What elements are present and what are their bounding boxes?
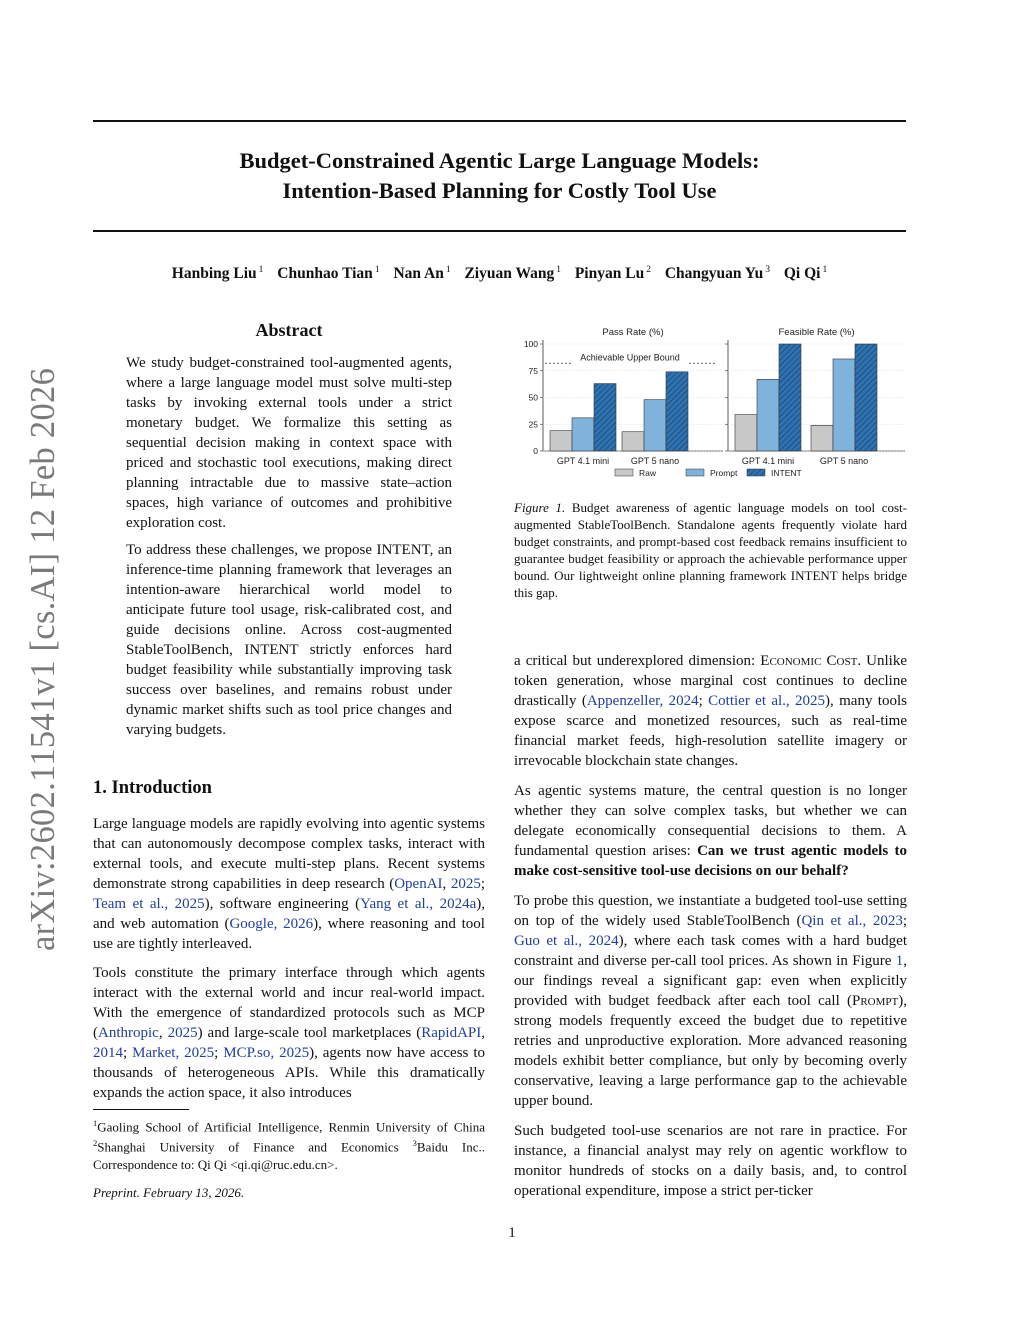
legend-swatch-raw	[615, 469, 633, 476]
right-paragraph-4: Such budgeted tool-use scenarios are not rare in practice. For instance, a financial analyst may rely on agentic workflow to monitor hundreds of stocks on a daily basis, and, to control operational expenditure, impose a strict per-ticker	[514, 1123, 907, 1199]
citation-link[interactable]: RapidAPI	[421, 1025, 482, 1041]
y-tick-label: 25	[528, 419, 538, 430]
figure-1-caption: Figure 1. Budget awareness of agentic language models on tool cost-augmented StableToolBench. Standalone agents frequently violate hard budget constraints, and prompt-based cost feedback remains insufficient to guarantee budget feasibility or approach the achievable performance upper bound. Our lightweight online planning framework INTENT helps bridge this gap.	[514, 500, 907, 600]
title-rule-top	[93, 120, 906, 122]
right-paragraph-1: a critical but underexplored dimension: Economic Cost. Unlike token generation, whose marginal cost continues to decline drastically (Appenzeller, 2024; Cottier et al., 2025), many tools expose scarce and monetized resources, such as real-time financial market feeds, high-resolution satellite imagery or irrevocable blockchain state changes.	[514, 653, 907, 769]
author: Changyuan Yu $^3$	[664, 265, 770, 282]
citation-link[interactable]: Team et al., 2025	[93, 896, 205, 912]
bar-prompt	[572, 418, 594, 451]
author-list	[93, 265, 906, 283]
citation-link[interactable]: 2025	[167, 1025, 198, 1041]
right-paragraph-3: To probe this question, we instantiate a budgeted tool-use setting on top of the widely used StableToolBench (Qin et al., 2023; Guo et al., 2024), where each task comes with a hard budget constraint and diverse per-call tool prices. As shown in Figure 1, our findings reveal a significant gap: even when explicitly provided with budget feedback after each tool call (Prompt), strong models frequently exceed the budget due to repetitive retries and unproductive exploration. More advanced reasoning models exhibit better compliance, but only by becoming overly conservative, leaving a large performance gap to the achievable upper bound.	[514, 893, 908, 1109]
feasible-rate-plot	[725, 327, 905, 466]
x-tick-label: GPT 4.1 mini	[741, 456, 795, 466]
bar-raw	[622, 432, 644, 451]
citation-link[interactable]: Guo et al., 2024	[514, 933, 619, 949]
section-heading-introduction: 1. Introduction	[93, 778, 212, 798]
bar-intent	[594, 384, 616, 451]
citation-link[interactable]: 2025	[450, 876, 481, 892]
bar-prompt	[644, 400, 666, 451]
intro-paragraph-2: Tools constitute the primary interface through which agents interact with the external world and incur real-world impact. With the emergence of standardized protocols such as MCP (Anthropic, 2025) and large-scale tool marketplaces (RapidAPI, 2014; Market, 2025; MCP.so, 2025), agents now have access to thousands of heterogeneous APIs. While this dramatically expands the action space, it also introduces	[93, 965, 486, 1101]
right-paragraph-2: As agentic systems mature, the central question is no longer whether they can solve complex tasks, but whether we can delegate economically consequential decisions to them. A fundamental question arises: Can we trust agentic models to make cost-sensitive tool-use decisions on our behalf?	[514, 783, 908, 879]
legend-label: INTENT	[771, 468, 802, 478]
figure-1-chart	[514, 320, 907, 485]
citation-link[interactable]: Google, 2026	[229, 916, 314, 932]
page-number: 1	[508, 1225, 516, 1241]
bar-intent	[666, 372, 688, 451]
paper-title-line-1: Budget-Constrained Agentic Large Language Models:	[239, 148, 760, 173]
abstract-paragraph-2: To address these challenges, we propose INTENT, an inference-time planning framework that leverages an intention-aware hierarchical world model to anticipate future tool usage, risk-calibrated cost, and guide decisions online. Across cost-augmented StableToolBench, INTENT strictly enforces hard budget feasibility while substantially improving task success over baselines, and remains robust under dynamic market shifts such as tool price changes and varying budgets.	[126, 542, 452, 738]
citation-link[interactable]: Cottier et al., 2025	[708, 693, 826, 709]
citation-link[interactable]: Market, 2025	[132, 1045, 215, 1061]
author: Ziyuan Wang $^1$	[464, 265, 561, 282]
citation-link[interactable]: Appenzeller, 2024	[586, 693, 699, 709]
legend-label: Prompt	[710, 468, 738, 478]
figure-reference-link[interactable]: 1	[895, 953, 904, 969]
y-tick-label: 50	[528, 392, 538, 403]
arxiv-identifier: arXiv:2602.11541v1 [cs.AI] 12 Feb 2026	[24, 367, 62, 951]
legend-swatch-prompt	[686, 469, 704, 476]
y-tick-label: 0	[533, 446, 538, 456]
author: Qi Qi $^1$	[783, 265, 828, 282]
citation-link[interactable]: 2014	[93, 1045, 123, 1061]
legend-swatch-intent	[747, 469, 765, 476]
paper-title-line-2: Intention-Based Planning for Costly Tool Use	[282, 178, 717, 203]
plot-title: Feasible Rate (%)	[778, 327, 855, 338]
x-tick-label: GPT 4.1 mini	[556, 456, 610, 466]
x-tick-label: GPT 5 nano	[630, 456, 680, 466]
title-rule-bottom	[93, 230, 906, 232]
author: Pinyan Lu $^2$	[574, 265, 651, 282]
citation-link[interactable]: Qin et al., 2023	[801, 913, 903, 929]
bar-prompt	[757, 379, 779, 451]
bar-intent	[779, 344, 801, 451]
preprint-note: Preprint. February 13, 2026.	[93, 1185, 245, 1200]
author: Hanbing Liu $^1$	[171, 265, 264, 282]
citation-link[interactable]: Yang et al., 2024a	[360, 896, 477, 912]
footnote-rule	[93, 1109, 189, 1110]
pass-rate-plot	[524, 327, 723, 466]
legend-label: Raw	[639, 468, 657, 478]
citation-link[interactable]: Anthropic	[98, 1025, 159, 1041]
upper-bound-annotation: Achievable Upper Bound	[580, 352, 680, 363]
author: Chunhao Tian $^1$	[277, 265, 380, 282]
citation-link[interactable]: OpenAI	[394, 876, 443, 892]
abstract-heading: Abstract	[255, 320, 323, 340]
chart-legend	[615, 468, 802, 478]
bar-raw	[735, 415, 757, 451]
x-tick-label: GPT 5 nano	[819, 456, 869, 466]
citation-link[interactable]: MCP.so, 2025	[223, 1045, 310, 1061]
y-tick-label: 100	[523, 339, 538, 349]
bar-intent	[855, 344, 877, 451]
affiliations-footnote: $^1$Gaoling School of Artificial Intelligence, Renmin University of China $^2$Shanghai University of Finance and Economics $^3$Baidu Inc.. Correspondence to: Qi Qi <qi.qi@ruc.edu.cn>.	[93, 1118, 485, 1172]
bar-raw	[811, 425, 833, 451]
bar-prompt	[833, 359, 855, 451]
bar-raw	[550, 431, 572, 451]
abstract-paragraph-1: We study budget-constrained tool-augmented agents, where a large language model must solve multi-step tasks by invoking external tools under a strict monetary budget. We formalize this setting as sequential decision making in context space with priced and stochastic tool executions, making direct planning intractable due to massive state–action spaces, high variance of outcomes and prohibitive exploration cost.	[126, 355, 452, 531]
author: Nan An $^1$	[393, 265, 451, 282]
plot-title: Pass Rate (%)	[602, 327, 664, 338]
intro-paragraph-1: Large language models are rapidly evolving into agentic systems that can autonomously decompose complex tasks, interact with external tools, and execute multi-step plans. Recent systems demonstrate strong capabilities in deep research (OpenAI, 2025; Team et al., 2025), software engineering (Yang et al., 2024a), and web automation (Google, 2026), where reasoning and tool use are tightly interleaved.	[93, 816, 486, 952]
y-tick-label: 75	[528, 365, 538, 376]
